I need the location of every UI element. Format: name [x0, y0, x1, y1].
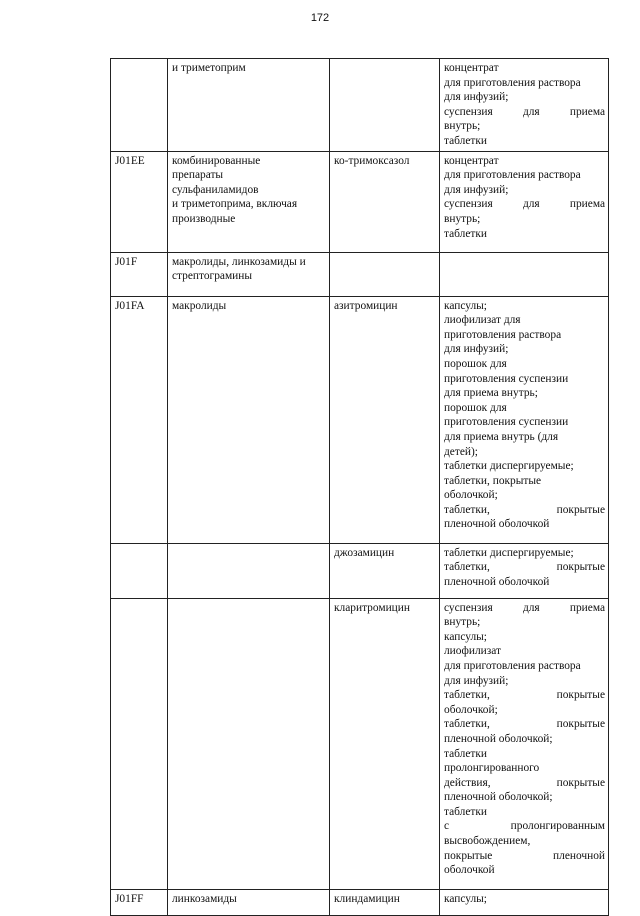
dosage-form-line: с пролонгированным	[444, 820, 605, 833]
table-row	[111, 252, 609, 296]
atc-code-cell: J01EE	[111, 151, 168, 252]
dosage-form-line: для приготовления раствора	[444, 169, 581, 182]
drug-name-cell: ко-тримоксазол	[330, 151, 440, 252]
drug-name-cell: азитромицин	[330, 296, 440, 543]
dosage-form-line: таблетки, покрытые	[444, 503, 605, 516]
table-row	[111, 151, 609, 252]
dosage-form-line: внутрь;	[444, 120, 481, 133]
dosage-form-line: таблетки, покрытые	[444, 718, 605, 731]
dosage-form-line: таблетки диспергируемые;	[444, 546, 574, 559]
dosage-form-line: таблетки	[444, 747, 488, 760]
drug-name-cell	[330, 59, 440, 152]
drug-name-cell	[330, 252, 440, 296]
dosage-form-line: для приготовления раствора	[444, 659, 581, 672]
dosage-form-line: для инфузий;	[444, 674, 509, 687]
dosage-forms-cell	[440, 296, 609, 543]
table-row	[111, 889, 609, 915]
dosage-form-line: капсулы;	[444, 299, 487, 312]
dosage-form-line: для приготовления раствора	[444, 76, 581, 89]
dosage-form-line: приготовления раствора	[444, 328, 562, 341]
dosage-form-line: таблетки	[444, 805, 488, 818]
dosage-forms-cell	[440, 252, 609, 296]
dosage-form-line: оболочкой;	[444, 703, 498, 716]
dosage-form-line: порошок для	[444, 401, 507, 414]
dosage-form-line: капсулы;	[444, 892, 487, 905]
dosage-form-line: суспензия для приема	[444, 601, 605, 614]
atc-code-cell	[111, 598, 168, 889]
group-name-cell: комбинированные препараты сульфаниламидов и триметоприма, включая производные	[168, 151, 330, 252]
drug-table	[110, 58, 609, 916]
dosage-form-line: концентрат	[444, 62, 499, 74]
dosage-form-line: высвобождением,	[444, 835, 531, 848]
dosage-form-line: таблетки, покрытые	[444, 561, 605, 574]
drug-name-cell: кларитромицин	[330, 598, 440, 889]
dosage-form-line: лиофилизат	[444, 645, 501, 658]
group-name-cell	[168, 543, 330, 598]
dosage-form-line: концентрат	[444, 154, 499, 167]
atc-code-cell: J01FF	[111, 889, 168, 915]
dosage-form-line: порошок для	[444, 357, 507, 370]
dosage-form-line: приготовления суспензии	[444, 372, 569, 385]
dosage-forms-cell	[440, 543, 609, 598]
dosage-form-line: для инфузий;	[444, 183, 509, 196]
group-name-cell: линкозамиды	[168, 889, 330, 915]
dosage-form-line: таблетки	[444, 134, 488, 147]
dosage-form-line: внутрь;	[444, 212, 481, 225]
dosage-form-line: для приема внутрь;	[444, 387, 538, 400]
dosage-form-line: для приема внутрь (для	[444, 430, 559, 443]
dosage-form-line: внутрь;	[444, 616, 481, 629]
drug-name-cell: джозамицин	[330, 543, 440, 598]
dosage-form-line: капсулы;	[444, 630, 487, 643]
atc-code-cell: J01FA	[111, 296, 168, 543]
page-number: 172	[310, 12, 330, 24]
dosage-form-line: пленочной оболочкой	[444, 575, 550, 588]
atc-code-cell	[111, 59, 168, 152]
dosage-forms-cell	[440, 598, 609, 889]
table-row	[111, 598, 609, 889]
atc-code-cell: J01F	[111, 252, 168, 296]
dosage-form-line: оболочкой;	[444, 489, 498, 502]
table-row	[111, 543, 609, 598]
dosage-forms-cell	[440, 59, 609, 152]
dosage-form-line: суспензия для приема	[444, 105, 605, 118]
dosage-form-line: суспензия для приема	[444, 198, 605, 211]
dosage-forms-cell	[440, 889, 609, 915]
drug-name-cell: клиндамицин	[330, 889, 440, 915]
dosage-forms-cell	[440, 151, 609, 252]
dosage-form-line: оболочкой	[444, 864, 495, 877]
dosage-form-line: лиофилизат для	[444, 314, 521, 327]
dosage-form-line: пленочной оболочкой	[444, 518, 550, 531]
dosage-form-line: таблетки, покрытые	[444, 474, 542, 487]
dosage-form-line: покрытые пленочной	[444, 849, 605, 862]
dosage-form-line: для инфузий;	[444, 343, 509, 356]
atc-code-cell	[111, 543, 168, 598]
group-name-cell: и триметоприм	[168, 59, 330, 152]
dosage-form-line: пролонгированного	[444, 762, 540, 775]
dosage-form-line: таблетки диспергируемые;	[444, 460, 574, 473]
dosage-form-line: для инфузий;	[444, 91, 509, 104]
group-name-cell	[168, 598, 330, 889]
group-name-cell: макролиды, линкозамиды и стрептограмины	[168, 252, 330, 296]
dosage-form-line: таблетки, покрытые	[444, 689, 605, 702]
dosage-form-line: действия, покрытые	[444, 776, 605, 789]
dosage-form-line: приготовления суспензии	[444, 416, 569, 429]
dosage-form-line: пленочной оболочкой;	[444, 791, 553, 804]
dosage-form-line: таблетки	[444, 227, 488, 240]
dosage-form-line: пленочной оболочкой;	[444, 732, 553, 745]
group-name-cell: макролиды	[168, 296, 330, 543]
table-row	[111, 59, 609, 152]
dosage-form-line: детей);	[444, 445, 478, 458]
table-row	[111, 296, 609, 543]
